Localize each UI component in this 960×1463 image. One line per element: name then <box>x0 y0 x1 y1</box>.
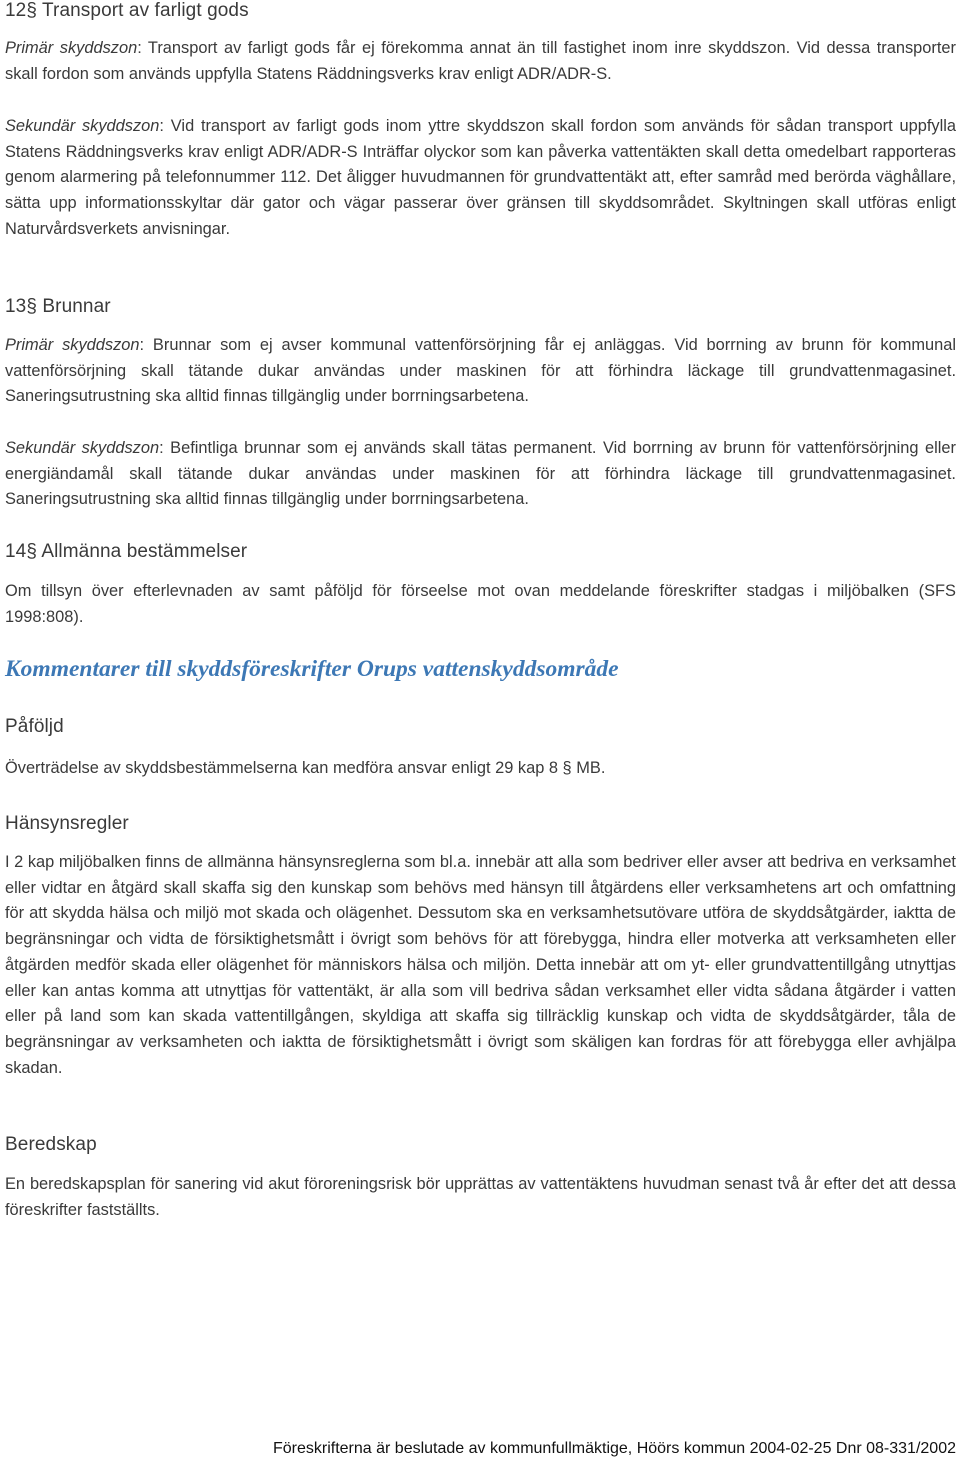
secondary-zone-label: Sekundär skyddszon <box>5 117 160 135</box>
hansynsregler-heading: Hänsynsregler <box>5 813 129 834</box>
hansynsregler-paragraph: I 2 kap miljöbalken finns de allmänna hänsynsreglerna som bl.a. innebär att alla som bedriver eller avser att bedriva en verksamhet eller vidtar en åtgärd skall skaffa sig den kunskap som behövs med hänsyn till åtgärdens eller verksamhetens art och omfattning för att skydda hälsa och miljö mot skada och olägenhet. Dessutom ska en verksamhetsutövare utföra de skyddsåtgärder, iaktta de begränsningar och vidta de försiktighetsmått i övrigt som behövs för att förebygga, hindra eller motverka att verksamheten eller åtgärden medför skada eller olägenhet för människors hälsa och miljön. Detta innebär att om yt- eller grundvattentillgång utnyttjas eller kan antas komma att utnyttjas för vattentäkt, är alla som vill bedriva sådan verksamhet eller vidta sådana åtgärder i vatten eller på land som kan skada vattentillgången, skyldiga att skaffa sig tillräcklig kunskap och vidta de skyddsåtgärder, tåla de begränsningar av verksamheten och iaktta de försiktighetsmått i övrigt som skäligen kan fordras för att förebygga eller avhjälpa skadan. <box>5 853 956 1077</box>
secondary-zone-text: : Befintliga brunnar som ej används skall tätas permanent. Vid borrning av brunn för vattenförsörjning eller energiändamål skall tätande dukar användas under maskinen för att förhindra läckage till grundvattenmagasinet. Saneringsutrustning ska alltid finnas tillgänglig under borrningsarbetena. <box>5 439 956 509</box>
primary-zone-text: : Brunnar som ej avser kommunal vattenförsörjning får ej anläggas. Vid borrning av brunn för kommunal vattenförsörjning skall tätande dukar användas under maskinen för att förhindra läckage till grundvattenmagasinet. Saneringsutrustning ska alltid finnas tillgänglig under borrningsarbetena. <box>5 336 956 406</box>
commentary-title: Kommentarer till skyddsföreskrifter Orups vattenskyddsområde <box>5 656 619 682</box>
secondary-zone-label: Sekundär skyddszon <box>5 439 160 457</box>
beredskap-heading: Beredskap <box>5 1134 97 1155</box>
section-13-secondary-paragraph <box>5 436 956 513</box>
primary-zone-label: Primär skyddszon <box>5 336 140 354</box>
section-12-primary-paragraph <box>5 36 956 87</box>
section-14-heading: 14§ Allmänna bestämmelser <box>5 541 248 562</box>
section-12-heading: 12§ Transport av farligt gods <box>5 0 249 21</box>
pafoljd-heading: Påföljd <box>5 716 64 737</box>
primary-zone-text: : Transport av farligt gods får ej förekomma annat än till fastighet inom inre skyddszon. Vid dessa transporter skall fordon som används uppfylla Statens Räddningsverks krav enligt ADR/ADR-S. <box>5 39 956 83</box>
primary-zone-label: Primär skyddszon <box>5 39 138 57</box>
section-13-primary-paragraph <box>5 333 956 410</box>
pafoljd-paragraph: Överträdelse av skyddsbestämmelserna kan medföra ansvar enligt 29 kap 8 § MB. <box>5 759 606 777</box>
document-footer: Föreskrifterna är beslutade av kommunfullmäktige, Höörs kommun 2004-02-25 Dnr 08-331/2002 <box>272 1440 956 1457</box>
beredskap-paragraph: En beredskapsplan för sanering vid akut föroreningsrisk bör upprättas av vattentäktens huvudman senast två år efter det att dessa föreskrifter fastställts. <box>5 1175 956 1219</box>
section-14-paragraph: Om tillsyn över efterlevnaden av samt påföljd för förseelse mot ovan meddelande föreskrifter stadgas i miljöbalken (SFS 1998:808). <box>5 582 956 626</box>
secondary-zone-text: : Vid transport av farligt gods inom yttre skyddszon skall fordon som används för sådan transport uppfylla Statens Räddningsverks krav enligt ADR/ADR-S Inträffar olyckor som kan påverka vattentäkten skall detta omedelbart rapporteras genom alarmering på telefonnummer 112. Det åligger huvudmannen för grundvattentäkt att, efter samråd med berörda väghållare, sätta upp informationsskyltar där gator och vägar passerar över gränsen till skyddsområdet. Skyltningen skall utföras enligt Naturvårdsverkets anvisningar. <box>5 117 956 238</box>
section-12-secondary-paragraph <box>5 114 956 243</box>
section-13-heading: 13§ Brunnar <box>5 296 111 317</box>
